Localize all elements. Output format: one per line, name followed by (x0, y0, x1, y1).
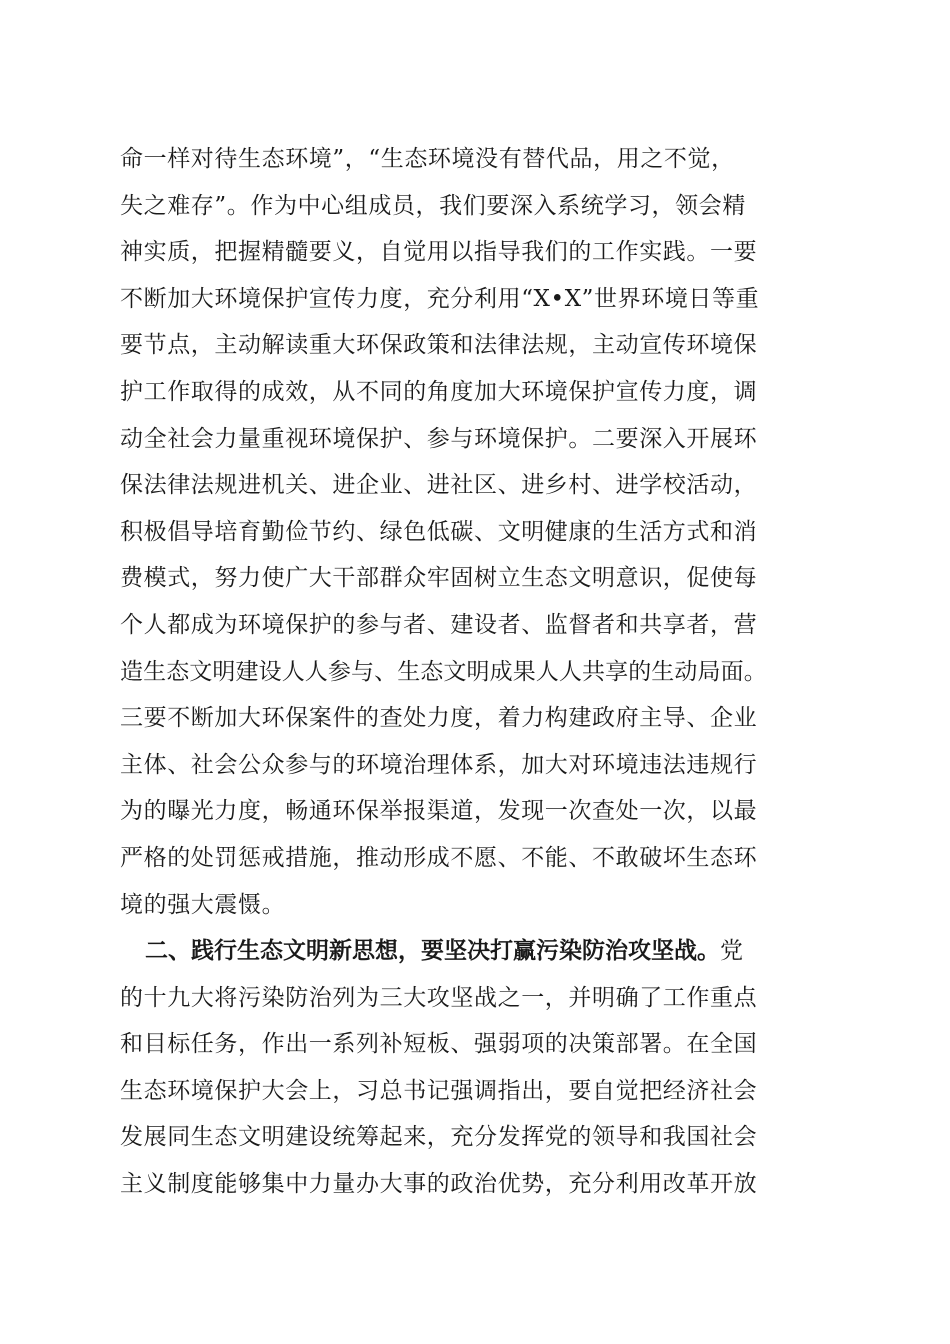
paragraph-line: 为的曝光力度，畅通环保举报渠道，发现一次查处一次，以最 (120, 798, 758, 825)
paragraph-line: 失之难存”。作为中心组成员，我们要深入系统学习，领会精 (120, 192, 746, 219)
paragraph-line: 命一样对待生态环境”，“生态环境没有替代品，用之不觉， (120, 146, 735, 172)
paragraph-line: 积极倡导培育勤俭节约、绿色低碳、文明健康的生活方式和消 (120, 518, 758, 545)
paragraph-line: 严格的处罚惩戒措施，推动形成不愿、不能、不敢破坏生态环 (120, 844, 758, 871)
paragraph-line: 动全社会力量重视环境保护、参与环境保护。二要深入开展环 (120, 425, 758, 452)
paragraph-line: 保法律法规进机关、进企业、进社区、进乡村、进学校活动， (120, 472, 758, 499)
paragraph-line: 的十九大将污染防治列为三大攻坚战之一，并明确了工作重点 (120, 984, 758, 1011)
paragraph-line: 造生态文明建设人人参与、生态文明成果人人共享的生动局面。 (120, 658, 767, 685)
paragraph-line: 费模式，努力使广大干部群众牢固树立生态文明意识，促使每 (120, 565, 758, 592)
paragraph-line: 三要不断加大环保案件的查处力度，着力构建政府主导、企业 (120, 705, 758, 732)
paragraph-line: 个人都成为环境保护的参与者、建设者、监督者和共享者，营 (120, 611, 758, 638)
paragraph-line: 神实质，把握精髓要义，自觉用以指导我们的工作实践。一要 (120, 239, 758, 266)
body-text (120, 136, 826, 1208)
paragraph-line: 不断加大环境保护宣传力度，充分利用“X•X”世界环境日等重 (120, 285, 760, 312)
paragraph-line: 要节点，主动解读重大环保政策和法律法规，主动宣传环境保 (120, 332, 758, 359)
paragraph-line: 主义制度能够集中力量办大事的政治优势，充分利用改革开放 (120, 1171, 758, 1198)
section-2-first-line (120, 928, 826, 975)
section-2-heading-tail: 党 (720, 938, 744, 965)
paragraph-line: 发展同生态文明建设统筹起来，充分发挥党的领导和我国社会 (120, 1124, 758, 1151)
paragraph-line: 生态环境保护大会上，习总书记强调指出，要自觉把经济社会 (120, 1077, 758, 1104)
section-2-heading: 二、践行生态文明新思想，要坚决打赢污染防治攻坚战。 (145, 938, 720, 965)
paragraph-line: 和目标任务，作出一系列补短板、强弱项的决策部署。在全国 (120, 1031, 758, 1058)
paragraph-line: 护工作取得的成效，从不同的角度加大环境保护宣传力度，调 (120, 378, 758, 405)
paragraph-line: 主体、社会公众参与的环境治理体系，加大对环境违法违规行 (120, 751, 758, 778)
paragraph-line: 境的强大震慑。 (120, 891, 286, 918)
